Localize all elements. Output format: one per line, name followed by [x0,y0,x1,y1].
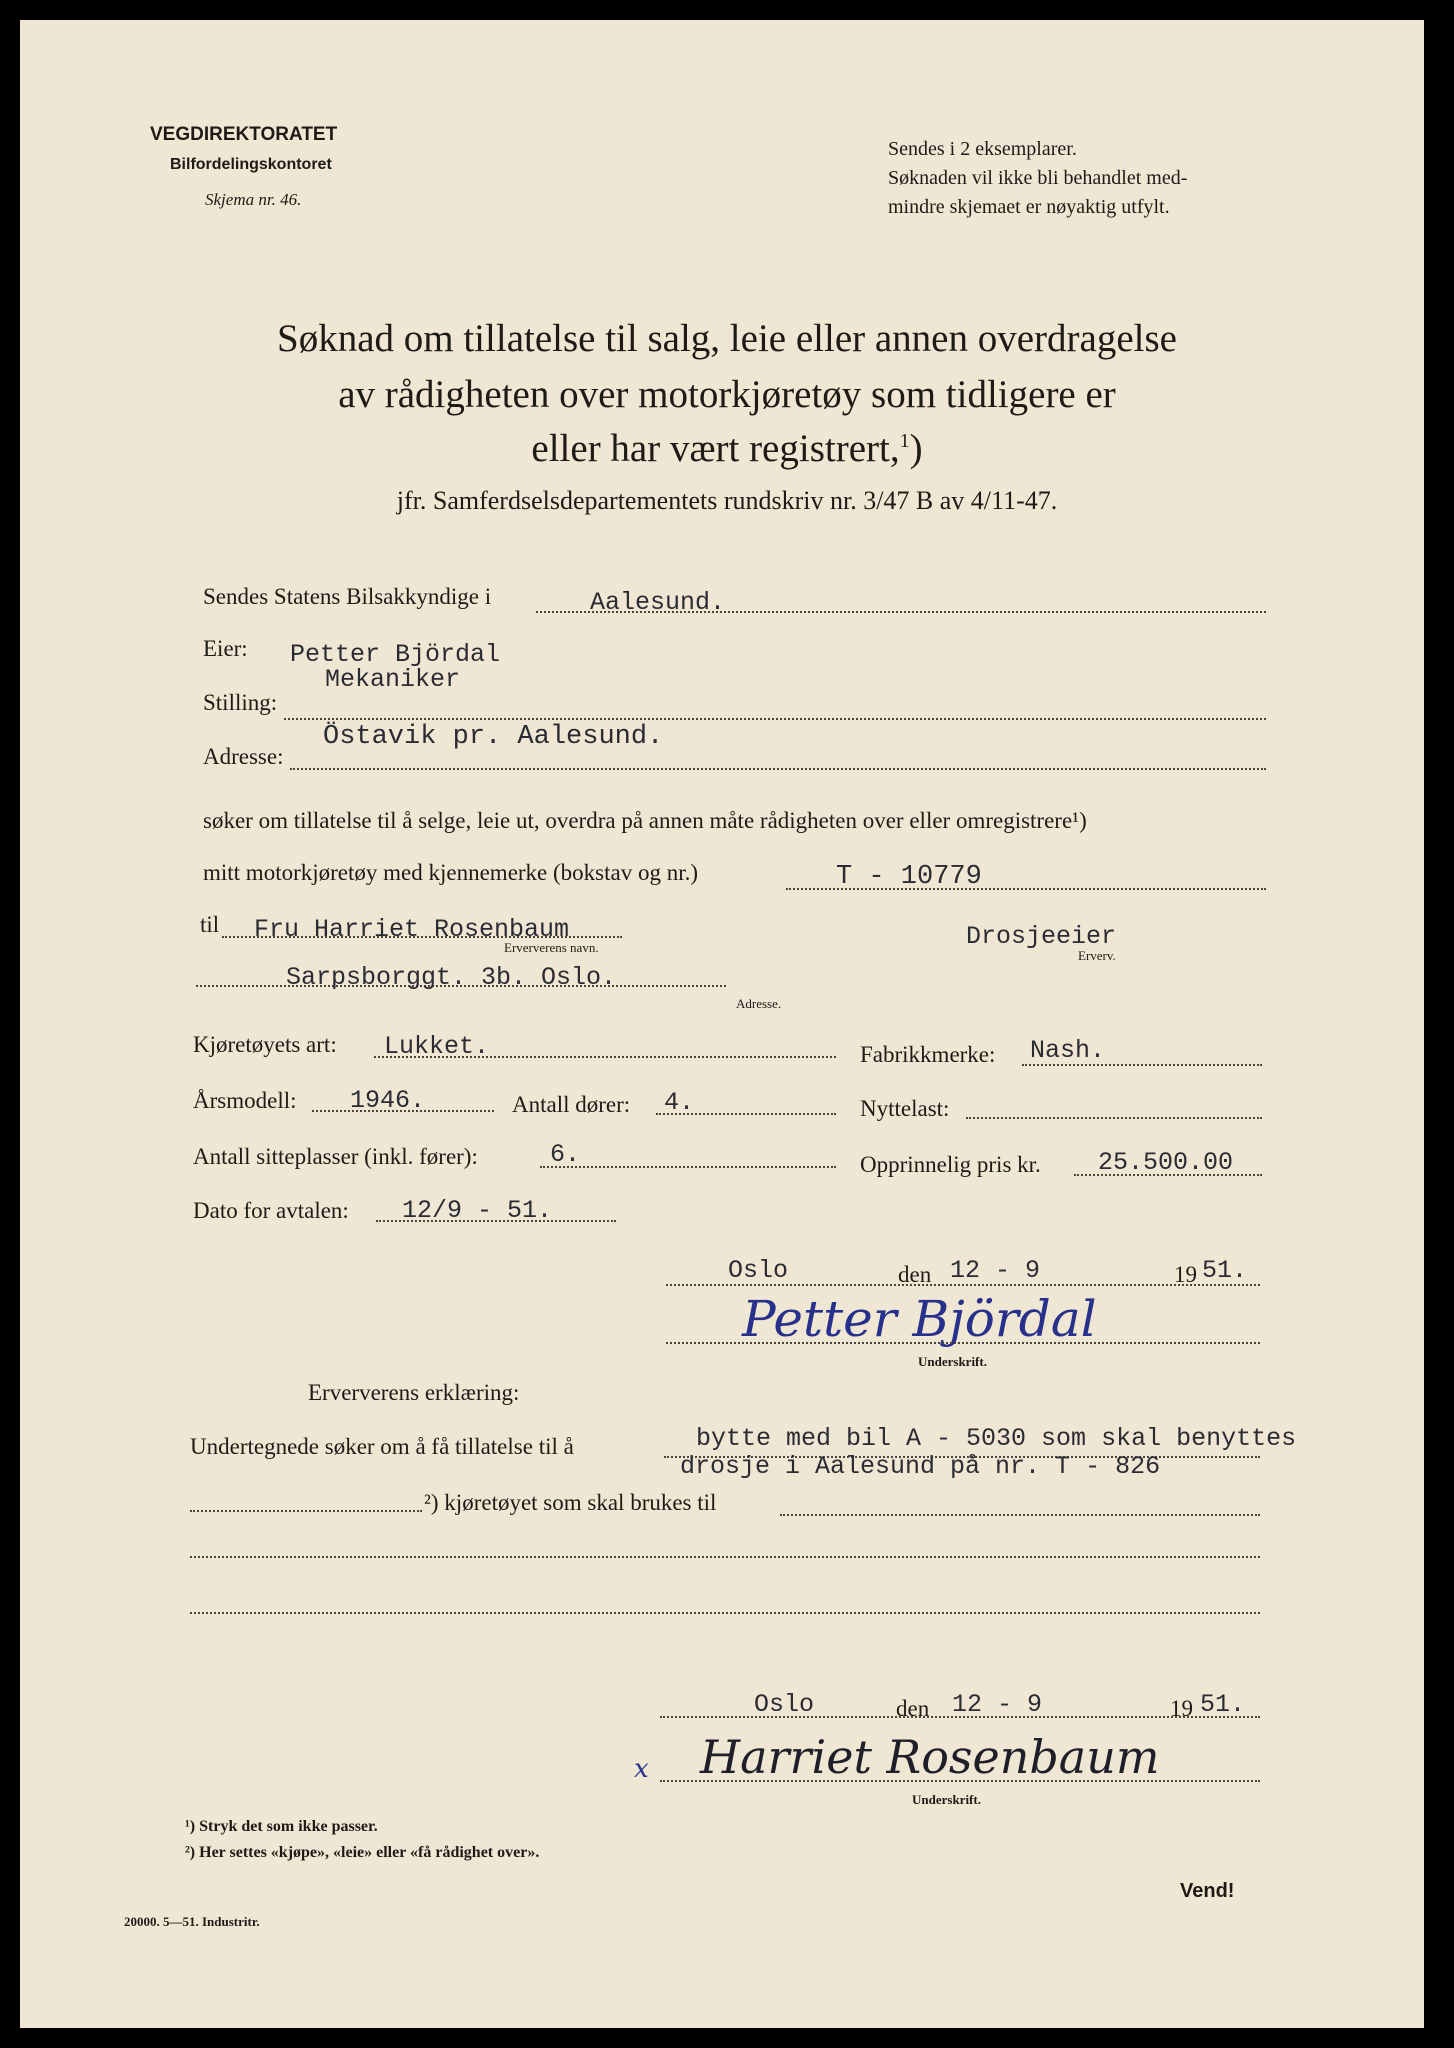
acquirer-address-caption: Adresse. [736,996,782,1011]
acquirer-signature: Harriet Rosenbaum [700,1730,1160,1784]
declaration-line2-end [780,1514,1260,1516]
declaration-heading: Erververens erklæring: [308,1380,520,1405]
acquirer-address-value[interactable]: Sarpsborggt. 3b. Oslo. [286,963,617,992]
request-text-line2: mitt motorkjøretøy med kjennemerke (bokstav og nr.) [203,860,699,885]
vehicle-type-value[interactable]: Lukket. [384,1032,490,1061]
agreement-date-label: Dato for avtalen: [193,1198,349,1223]
owner-den-label: den [898,1262,932,1287]
form-title-line2: av rådigheten over motorkjøretøy som tidligere er [338,373,1116,416]
owner-date-value[interactable]: 12 - 9 [950,1256,1041,1285]
address-line [290,768,1266,770]
to-label: til [200,912,220,937]
acquirer-place-value[interactable]: Oslo [754,1690,815,1719]
turn-page-note: Vend! [1180,1880,1235,1902]
acquirer-year-value[interactable]: 51. [1200,1690,1246,1719]
price-label: Opprinnelig pris kr. [860,1152,1041,1177]
acquirer-den-label: den [896,1696,930,1721]
footnote-2: ²) Her settes «kjøpe», «leie» eller «få rådighet over». [185,1844,540,1861]
agreement-date-value[interactable]: 12/9 - 51. [402,1196,553,1225]
declaration-line2-label: ²) kjøretøyet som skal brukes til [424,1490,717,1515]
acquirer-trade-caption: Erverv. [1078,948,1116,963]
declaration-line1-label: Undertegnede søker om å få tillatelse til å [190,1434,574,1459]
make-label: Fabrikkmerke: [860,1042,996,1067]
acquirer-signature-line [660,1780,1260,1782]
owner-year-prefix: 19 [1174,1262,1197,1287]
footnote-1: ¹) Stryk det som ikke passer. [185,1818,378,1835]
payload-label: Nyttelast: [860,1096,950,1121]
copies-note: Sendes i 2 eksemplarer. [888,138,1077,160]
request-text-line1: søker om tillatelse til å selge, leie ut, overdra på annen måte rådigheten over eller omregistrere¹) [203,808,1087,833]
form-number: Skjema nr. 46. [205,190,302,209]
owner-year-value[interactable]: 51. [1202,1256,1248,1285]
payload-line [966,1117,1262,1119]
declaration-blank-line1 [190,1556,1260,1558]
owner-signature-caption: Underskrift. [918,1354,987,1369]
seats-label: Antall sitteplasser (inkl. fører): [193,1144,478,1169]
acquirer-signature-caption: Underskrift. [912,1792,981,1807]
owner-label: Eier: [203,636,248,661]
processing-note-cont: mindre skjemaet er nøyaktig utfylt. [888,196,1170,218]
owner-value[interactable]: Petter Björdal [290,640,501,669]
send-to-value[interactable]: Aalesund. [590,588,726,617]
occupation-value[interactable]: Mekaniker [325,665,461,694]
make-value[interactable]: Nash. [1030,1036,1106,1065]
seats-value[interactable]: 6. [550,1140,581,1169]
acquirer-mark: x [634,1754,649,1784]
agency-name: VEGDIREKTORATET [150,124,338,145]
model-year-label: Årsmodell: [193,1088,297,1113]
form-title-line3: eller har vært registrert,$^1$) [531,427,923,470]
occupation-label: Stilling: [203,690,278,715]
seats-line [540,1166,836,1168]
price-value[interactable]: 25.500.00 [1098,1148,1234,1177]
model-year-value[interactable]: 1946. [350,1086,426,1115]
plate-value[interactable]: T - 10779 [836,862,982,892]
address-value[interactable]: Östavik pr. Aalesund. [323,722,664,752]
regulation-reference: jfr. Samferdselsdepartementets rundskriv nr. 3/47 B av 4/11-47. [396,486,1058,515]
print-info: 20000. 5—51. Industritr. [124,1914,260,1929]
declaration-blank-line2 [190,1612,1260,1614]
declaration-line1b-value[interactable]: drosje i Aalesund på nr. T - 826 [680,1452,1161,1481]
owner-place-value[interactable]: Oslo [728,1256,789,1285]
acquirer-name-caption: Erververens navn. [504,940,599,955]
occupation-line [284,718,1266,720]
owner-signature-line [666,1342,1260,1344]
send-to-label: Sendes Statens Bilsakkyndige i [203,584,492,609]
address-label: Adresse: [203,744,284,769]
doors-label: Antall dører: [512,1092,631,1117]
acquirer-name-value[interactable]: Fru Harriet Rosenbaum [254,915,570,944]
acquirer-trade-value[interactable]: Drosjeeier [966,922,1117,951]
processing-note: Søknaden vil ikke bli behandlet med- [888,167,1188,189]
office-name: Bilfordelingskontoret [170,156,332,173]
acquirer-year-prefix: 19 [1170,1696,1193,1721]
form-title-line1: Søknad om tillatelse til salg, leie eller annen overdragelse [277,317,1177,360]
doors-value[interactable]: 4. [664,1088,695,1117]
owner-signature: Petter Björdal [742,1290,1097,1348]
vehicle-type-label: Kjøretøyets art: [193,1032,337,1057]
declaration-line1-value[interactable]: bytte med bil A - 5030 som skal benyttes [696,1424,1297,1453]
acquirer-date-value[interactable]: 12 - 9 [952,1690,1043,1719]
declaration-line2-start [190,1510,422,1512]
